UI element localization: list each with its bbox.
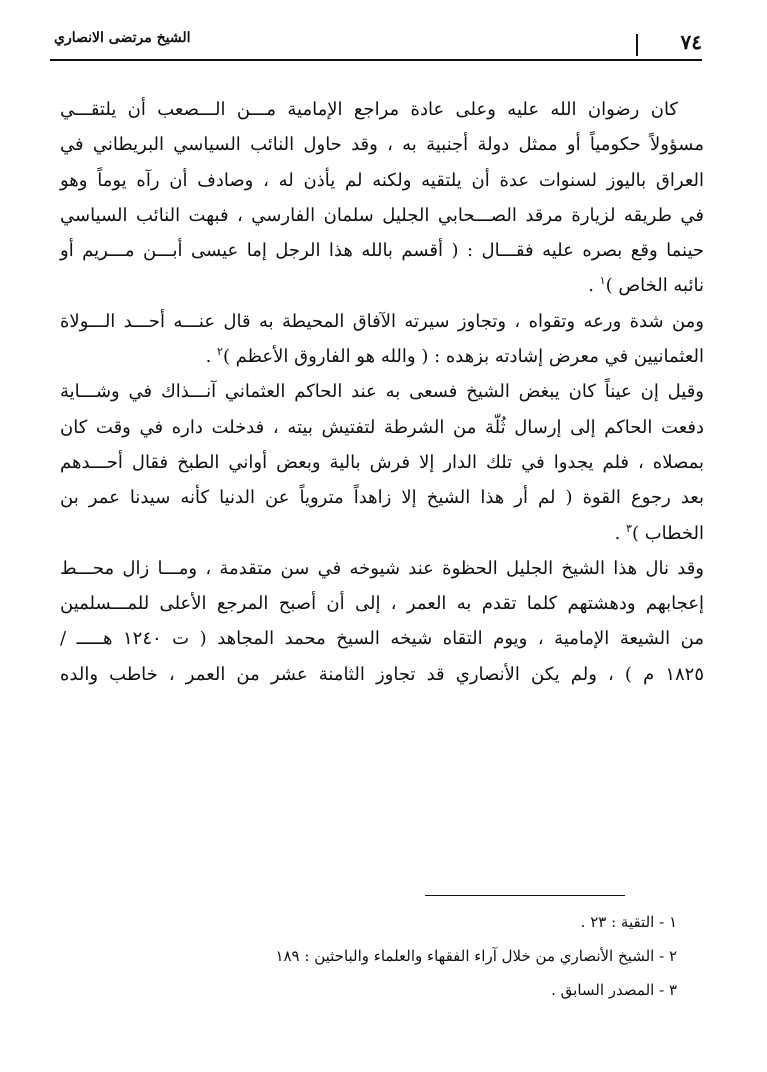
text-line-content: الخطاب ) bbox=[631, 522, 704, 544]
text-line: مسؤولاً حكومياً أو ممثل دولة أجنبية به ، وقد حاول النائب السياسي البريطاني في bbox=[60, 134, 705, 156]
text-line: من الشيعة الإمامية ، ويوم التقاه شيخه السيخ محمد المجاهد ( ت ١٢٤٠ هـــــ / bbox=[60, 628, 705, 650]
text-line-content: نائبه الخاص ) bbox=[605, 275, 704, 297]
header-title: الشيخ مرتضى الانصاري bbox=[54, 30, 191, 46]
text-line: وقد نال هذا الشيخ الجليل الحظوة عند شيوخه في سن متقدمة ، ومـــا زال محـــط bbox=[60, 557, 704, 579]
text-line: حينما وقع بصره عليه فقـــال : ( أقسم بالله هذا الرجل إما عيسى أبـــن مـــريم أو bbox=[60, 240, 704, 262]
footnote-mark: ٢ bbox=[217, 345, 223, 359]
text-line: العراق باليوز لسنوات عدة أن يلتقيه ولكنه لم يأذن له ، وصادف أن رآه يوماً وهو bbox=[60, 169, 704, 191]
footnote-separator bbox=[425, 895, 625, 896]
footnote-mark: ١ bbox=[599, 274, 606, 288]
text-line-with-footnote bbox=[60, 339, 704, 374]
text-line: كان رضوان الله عليه وعلى عادة مراجع الإمامية مـــن الـــصعب أن يلتقـــي bbox=[60, 99, 679, 120]
text-line: بمصلاه ، فلم يجدوا في تلك الدار إلا فرش بالية وبعض أواني الطبخ فقال أحـــدهم bbox=[60, 451, 704, 473]
text-line: إعجابهم ودهشتهم كلما تقدم به العمر ، إلى أن أصبح المرجع الأعلى للمـــسلمين bbox=[60, 593, 704, 615]
footnotes bbox=[177, 905, 677, 1007]
text-line: بعد رجوع القوة ( لم أر هذا الشيخ إلا زاهداً متروياً عن الدنيا كأنه سيدنا عمر بن bbox=[60, 487, 704, 509]
text-line: ١٨٢٥ م ) ، ولم يكن الأنصاري قد تجاوز الثامنة عشر من العمر ، خاطب والده bbox=[60, 663, 704, 685]
footnote-mark: ٣ bbox=[626, 521, 632, 535]
text-line: ومن شدة ورعه وتقواه ، وتجاوز سيرته الآفاق المحيطة به قال عنـــه أحـــد الـــولاة bbox=[60, 310, 704, 332]
header-tick-mark bbox=[636, 34, 638, 56]
text-line-with-footnote bbox=[60, 516, 704, 551]
page-number: ٧٤ bbox=[680, 30, 702, 54]
line-ending: . bbox=[205, 346, 218, 368]
footnote-item: ٢ - الشيخ الأنصاري من خلال آراء الفقهاء والعلماء والباحثين : ١٨٩ bbox=[275, 947, 677, 965]
text-line: دفعت الحاكم إلى إرسال ثُلّة من الشرطة لتفتيش بيته ، فدخلت داره في وقت كان bbox=[60, 416, 704, 438]
text-line: وقيل إن عيناً كان يبغض الشيخ فسعى به عند الحاكم العثماني آنـــذاك في وشـــاية bbox=[60, 381, 704, 403]
line-ending: . bbox=[588, 275, 600, 297]
line-ending: . bbox=[614, 522, 627, 544]
footnote-item: ٣ - المصدر السابق . bbox=[551, 981, 677, 999]
text-line-with-footnote bbox=[60, 268, 704, 303]
text-line-content: العثمانيين في معرض إشادته بزهده : ( والله هو الفاروق الأعظم ) bbox=[222, 346, 704, 368]
header-rule bbox=[50, 59, 702, 61]
text-line: في طريقه لزيارة مرقد الصـــحابي الجليل سلمان الفارسي ، فبهت النائب السياسي bbox=[60, 204, 704, 226]
body-text bbox=[60, 92, 704, 692]
running-header bbox=[50, 26, 702, 62]
footnote-item: ١ - التقية : ٢٣ . bbox=[580, 913, 677, 931]
